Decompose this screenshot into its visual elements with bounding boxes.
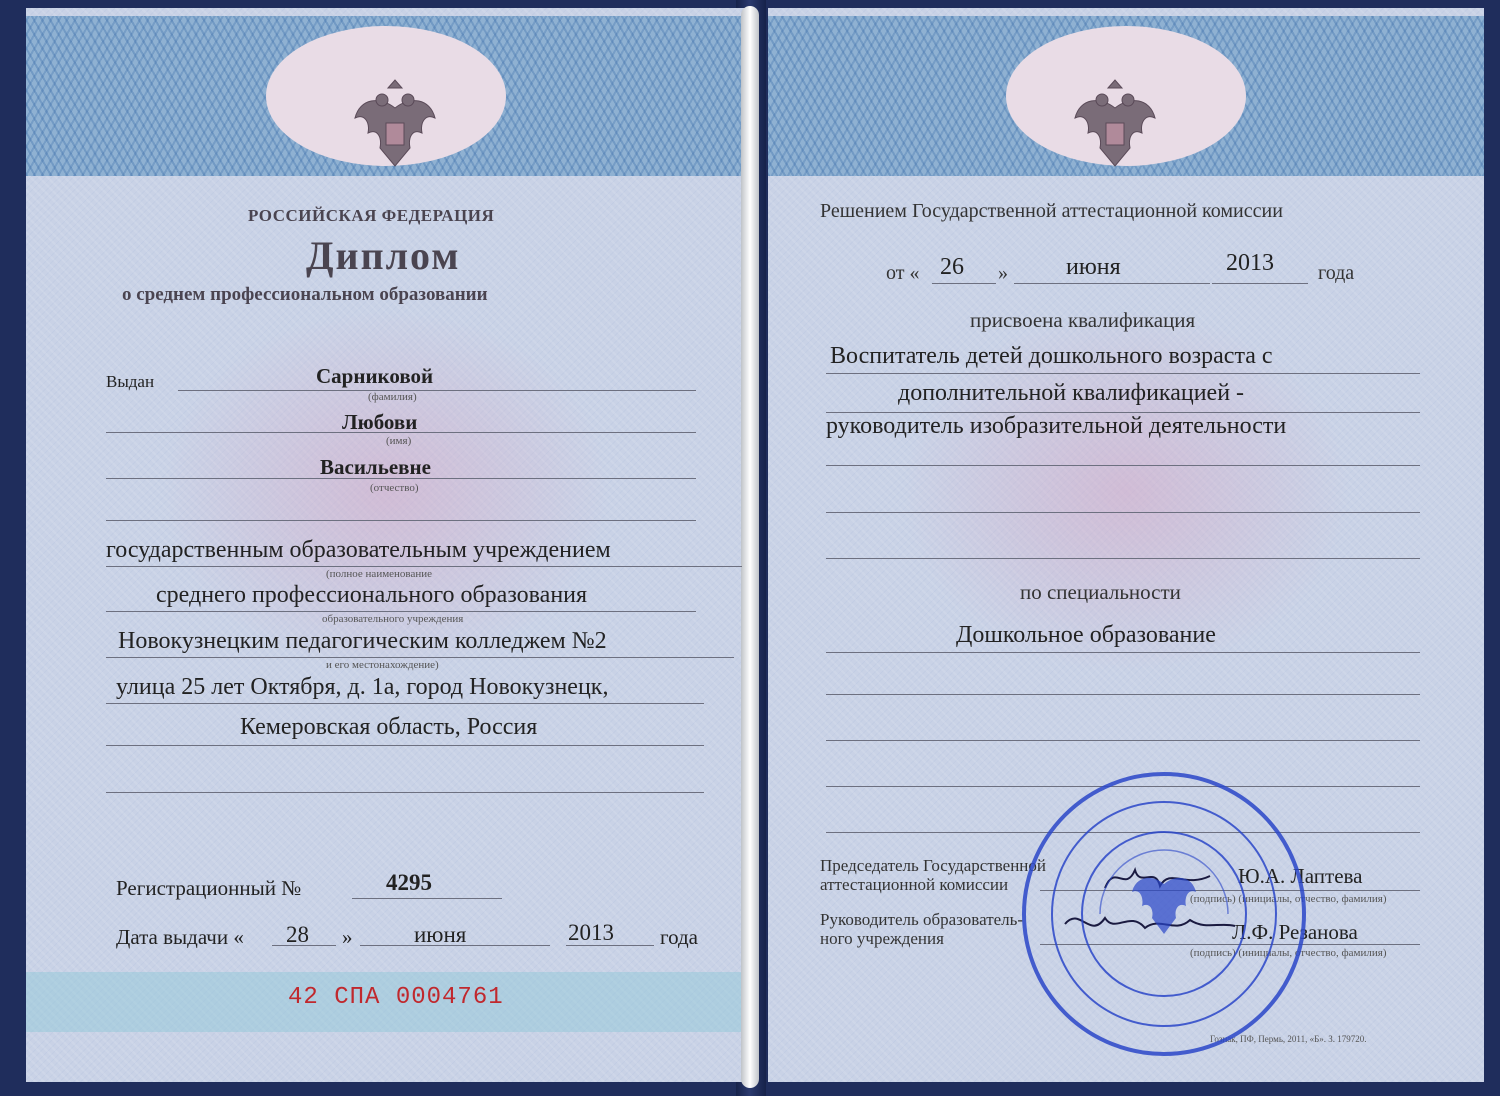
field-line xyxy=(826,512,1420,513)
field-line xyxy=(106,703,704,704)
coat-of-arms-icon xyxy=(1070,78,1160,178)
field-line xyxy=(826,740,1420,741)
decision-day: 26 xyxy=(940,254,964,280)
issue-date-month: июня xyxy=(414,922,467,947)
registration-label: Регистрационный № xyxy=(116,876,302,900)
field-line xyxy=(1212,283,1308,284)
institution-line-1: государственным образовательным учреждением xyxy=(106,537,611,563)
institution-line-4: улица 25 лет Октября, д. 1а, город Новокузнецк, xyxy=(116,674,609,700)
decision-close: » xyxy=(998,262,1008,284)
field-line xyxy=(1014,283,1210,284)
field-line xyxy=(826,652,1420,653)
institution-head-label-2: ного учреждения xyxy=(820,929,944,948)
printer-note: Гознак, ПФ, Пермь, 2011, «Б». З. 179720. xyxy=(1210,1034,1367,1044)
recipient-patronymic: Васильевне xyxy=(320,455,431,479)
registration-number: 4295 xyxy=(386,870,432,895)
field-line xyxy=(826,694,1420,695)
institution-caption-3: и его местонахождение) xyxy=(326,659,439,671)
field-line xyxy=(106,792,704,793)
issue-date-suffix: года xyxy=(660,925,698,949)
diploma-title: Диплом xyxy=(306,233,461,278)
field-line xyxy=(826,558,1420,559)
institution-head-caption: (подпись) (инициалы, отчество, фамилия) xyxy=(1190,947,1387,959)
field-line xyxy=(106,745,704,746)
field-line xyxy=(352,898,502,899)
qualification-line-2: дополнительной квалификацией - xyxy=(898,380,1245,406)
issue-date-year: 2013 xyxy=(568,920,614,945)
field-line xyxy=(932,283,996,284)
field-line xyxy=(826,373,1420,374)
name-caption: (имя) xyxy=(386,435,412,447)
diploma-serial-number: 42 СПА 0004761 xyxy=(288,984,504,1011)
issued-label: Выдан xyxy=(106,372,155,391)
commission-chair-caption: (подпись) (инициалы, отчество, фамилия) xyxy=(1190,893,1387,905)
qualification-line-3: руководитель изобразительной деятельности xyxy=(826,413,1287,439)
institution-caption-2: образовательного учреждения xyxy=(322,613,464,625)
issue-date-day: 28 xyxy=(286,922,309,947)
decision-from-label: от « xyxy=(886,262,920,284)
institution-caption-1: (полное наименование xyxy=(326,568,433,580)
specialty-value: Дошкольное образование xyxy=(956,622,1216,648)
institution-head-label-1: Руководитель образователь- xyxy=(820,910,1024,929)
institution-line-3: Новокузнецким педагогическим колледжем №2 xyxy=(118,628,607,654)
patronymic-caption: (отчество) xyxy=(370,482,419,494)
specialty-label: по специальности xyxy=(1020,580,1181,604)
field-line xyxy=(106,520,696,521)
surname-caption: (фамилия) xyxy=(368,391,417,403)
field-line xyxy=(106,566,742,567)
commission-chair-label-1: Председатель Государственной xyxy=(820,856,1046,875)
field-line xyxy=(178,390,696,391)
decision-year: 2013 xyxy=(1226,250,1274,276)
diploma-subtitle: о среднем профессиональном образовании xyxy=(122,284,488,305)
institution-line-2: среднего профессионального образования xyxy=(156,582,588,608)
field-line xyxy=(106,657,734,658)
country-heading: РОССИЙСКАЯ ФЕДЕРАЦИЯ xyxy=(248,206,495,225)
official-stamp xyxy=(1018,768,1310,1060)
recipient-surname: Сарниковой xyxy=(316,364,434,388)
institution-head-name: Л.Ф. Резанова xyxy=(1232,920,1358,944)
decision-month: июня xyxy=(1066,254,1121,280)
issue-date-label: Дата выдачи « xyxy=(116,925,244,949)
qualification-label: присвоена квалификация xyxy=(970,308,1196,332)
binding-cord xyxy=(741,6,759,1088)
commission-chair-label-2: аттестационной комиссии xyxy=(820,875,1009,894)
issue-date-close: » xyxy=(342,925,353,949)
institution-line-5: Кемеровская область, Россия xyxy=(240,714,538,740)
commission-chair-name: Ю.А. Лаптева xyxy=(1238,864,1363,888)
recipient-name: Любови xyxy=(342,410,418,434)
field-line xyxy=(826,465,1420,466)
decision-suffix: года xyxy=(1318,262,1355,284)
coat-of-arms-icon xyxy=(350,78,440,178)
decision-label: Решением Государственной аттестационной комиссии xyxy=(820,200,1283,222)
field-line xyxy=(106,611,696,612)
qualification-line-1: Воспитатель детей дошкольного возраста с xyxy=(830,343,1273,369)
